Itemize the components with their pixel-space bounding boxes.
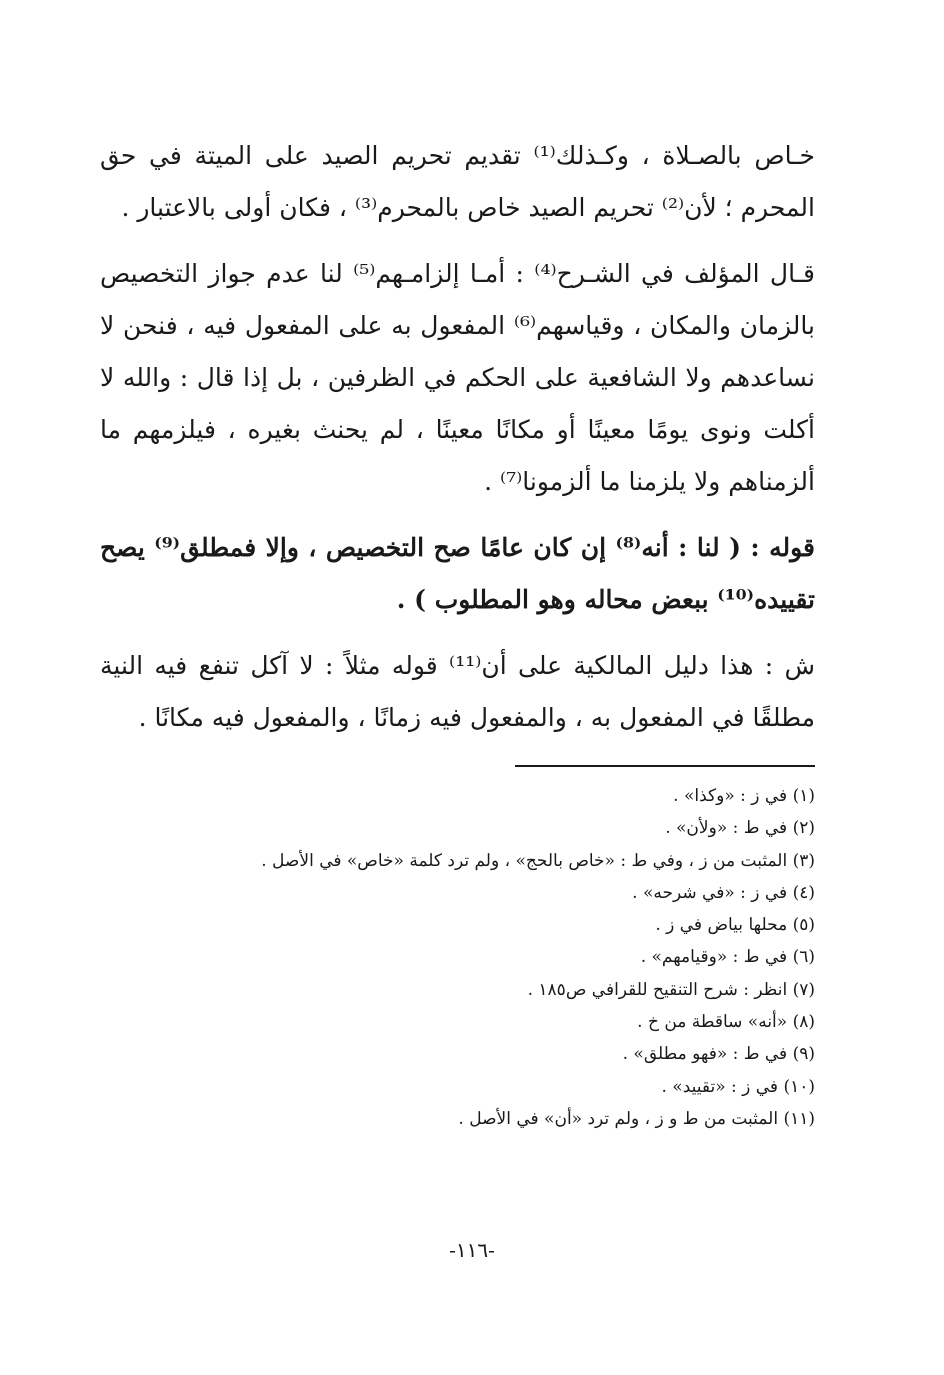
footnote-divider	[515, 765, 815, 767]
main-text	[100, 130, 815, 758]
footnote-item: (١) في ز : «وكذا» .	[673, 786, 815, 806]
page-number: -١١٦-	[449, 1238, 495, 1262]
footnote-item: (٢) في ط : «ولأن» .	[665, 818, 815, 839]
paragraph-1: خـاص بالصـلاة ، وكـذلك⁽¹⁾ تقديم تحريم الصيد على الميتة في حق المحرم ؛ لأن⁽²⁾ تحريم الصيد خاص بالمحرم⁽³⁾ ، فكان أولى بالاعتبار .	[100, 141, 815, 222]
paragraph-2: قـال المؤلف في الشـرح⁽⁴⁾ : أمـا إلزامـهم⁽⁵⁾ لنا عدم جواز التخصيص بالزمان والمكان ، وقياسهم⁽⁶⁾ المفعول به على المفعول فيه ، فنحن لا نساعدهم ولا الشافعية على الحكم في الظرفين ، بل إذا قال : والله لا أكلت ونوى يومًا معينًا أو مكانًا معينًا ، لم يحنث بغيره ، فيلزمهم ما ألزمناهم ولا يلزمنا ما ألزمونا⁽⁷⁾ .	[100, 259, 815, 496]
footnotes-list	[135, 780, 815, 1135]
footnote-item: (١١) المثبت من ط و ز ، ولم ترد «أن» في الأصل .	[458, 1108, 815, 1129]
footnote-item: (٨) «أنه» ساقطة من خ .	[637, 1012, 815, 1033]
paragraph-4: ش : هذا دليل المالكية على أن⁽¹¹⁾ قوله مثلاً : لا آكل تنفع فيه النية مطلقًا في المفعول به ، والمفعول فيه زمانًا ، والمفعول فيه مكانًا .	[100, 651, 815, 732]
paragraph-3-quote: قوله : ( لنا : أنه⁽⁸⁾ إن كان عامًا صح التخصيص ، وإلا فمطلق⁽⁹⁾ يصح تقييده⁽¹⁰⁾ ببعض محاله وهو المطلوب ) .	[100, 533, 815, 614]
footnote-item: (٦) في ط : «وقيامهم» .	[640, 947, 815, 968]
footnote-item: (٣) المثبت من ز ، وفي ط : «خاص بالحج» ، ولم ترد كلمة «خاص» في الأصل .	[261, 850, 815, 871]
footnote-item: (١٠) في ز : «تقييد» .	[661, 1076, 815, 1097]
footnote-item: (٤) في ز : «في شرحه» .	[632, 882, 815, 903]
footnote-item: (٥) محلها بياض في ز .	[655, 915, 815, 936]
footnote-item: (٧) انظر : شرح التنقيح للقرافي ص١٨٥ .	[527, 979, 815, 1000]
footnote-item: (٩) في ط : «فهو مطلق» .	[622, 1044, 815, 1065]
